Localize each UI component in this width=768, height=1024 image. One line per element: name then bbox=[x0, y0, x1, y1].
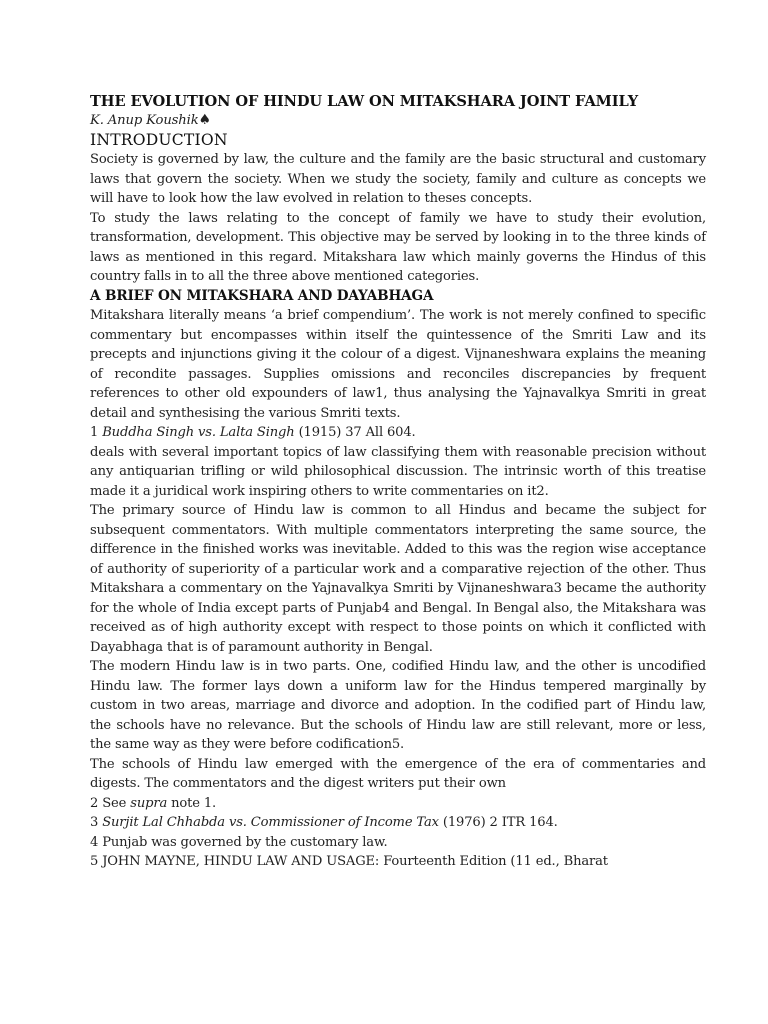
case-name: Surjit Lal Chhabda vs. Commissioner of Income Tax bbox=[102, 815, 439, 830]
footnote-text: note 1. bbox=[171, 795, 217, 811]
body-paragraph: deals with several important topics of law classifying them with reasonable precision without any antiquarian trifling or wild philosophical discussion. The intrinsic worth of this treatise made it a juridical work inspiring others to write commentaries on it2. bbox=[90, 444, 706, 499]
brief-paragraph: Mitakshara literally means ‘a brief compendium’. The work is not merely confined to specific commentary but encompasses within itself the quintessence of the Smriti Law and its precepts and injunctions giving it the colour of a digest. Vijnaneshwara explains the meaning of recondite passages. Supplies omissions and reconciles discrepancies by frequent references to other old expounders of law1, thus analysing the Yajnavalkya Smriti in great detail and synthesising the various Smriti texts. bbox=[90, 308, 706, 421]
introduction-heading: INTRODUCTION bbox=[90, 131, 228, 149]
body-paragraph: The schools of Hindu law emerged with the emergence of the era of commentaries and digests. The commentators and the digest writers put their own bbox=[90, 756, 706, 791]
body-paragraph: The primary source of Hindu law is common to all Hindus and became the subject for subsequent commentators. With multiple commentators interpreting the same source, the difference in the finished works was inevitable. Added to this was the region wise acceptance of authority of superiority of a particular work and a comparative rejection of the other. Thus Mitakshara a commentary on the Yajnavalkya Smriti by Vijnaneshwara3 became the authority for the whole of India except parts of Punjab4 and Bengal. In Bengal also, the Mitakshara was received as of high authority except with respect to those points on which it conflicted with Dayabhaga that is of paramount authority in Bengal. bbox=[90, 503, 706, 655]
spade-footnote-mark: ♠ bbox=[198, 112, 211, 128]
author-line bbox=[90, 111, 706, 130]
author-name: K. Anup Koushik bbox=[90, 113, 199, 128]
footnote-number: 1 bbox=[90, 425, 99, 440]
footnote-5 bbox=[90, 852, 706, 872]
footnote-number: 5 bbox=[90, 854, 99, 869]
footnote-4 bbox=[90, 833, 706, 853]
brief-heading: A BRIEF ON MITAKSHARA AND DAYABHAGA bbox=[90, 287, 434, 304]
footnote-3 bbox=[90, 813, 706, 833]
footnote-1 bbox=[90, 423, 706, 443]
footnote-number: 3 bbox=[90, 815, 99, 830]
case-citation: (1915) 37 All 604. bbox=[298, 425, 416, 440]
intro-paragraph: Society is governed by law, the culture and the family are the basic structural and customary laws that govern the society. When we study the society, family and culture as concepts we will have to look how the law evolved in relation to theses concepts. bbox=[90, 152, 706, 206]
footnote-ref: supra bbox=[130, 795, 168, 811]
document-title: THE EVOLUTION OF HINDU LAW ON MITAKSHARA JOINT FAMILY bbox=[90, 93, 639, 110]
intro-paragraph: To study the laws relating to the concept of family we have to study their evolution, transformation, development. This objective may be served by looking in to the three kinds of laws as mentioned in this regard. Mitakshara law which mainly governs the Hindus of this country falls in to all the three above mentioned categories. bbox=[90, 210, 706, 284]
footnote-number: 2 bbox=[90, 795, 99, 811]
footnote-text: See bbox=[102, 795, 127, 811]
body-paragraph: The modern Hindu law is in two parts. One, codified Hindu law, and the other is uncodified Hindu law. The former lays down a uniform law for the Hindus tempered marginally by custom in two areas, marriage and divorce and adoption. In the codified part of Hindu law, the schools have no relevance. But the schools of Hindu law are still relevant, more or less, the same way as they were before codification5. bbox=[90, 659, 706, 752]
footnote-text: JOHN MAYNE, HINDU LAW AND USAGE: Fourteenth Edition (11 ed., Bharat bbox=[102, 854, 608, 869]
footnote-text: Punjab was governed by the customary law. bbox=[102, 834, 388, 850]
case-name: Buddha Singh vs. Lalta Singh bbox=[102, 425, 295, 440]
case-citation: (1976) 2 ITR 164. bbox=[442, 815, 558, 830]
document-page bbox=[90, 92, 706, 872]
footnote-2 bbox=[90, 794, 706, 814]
footnote-number: 4 bbox=[90, 834, 99, 850]
